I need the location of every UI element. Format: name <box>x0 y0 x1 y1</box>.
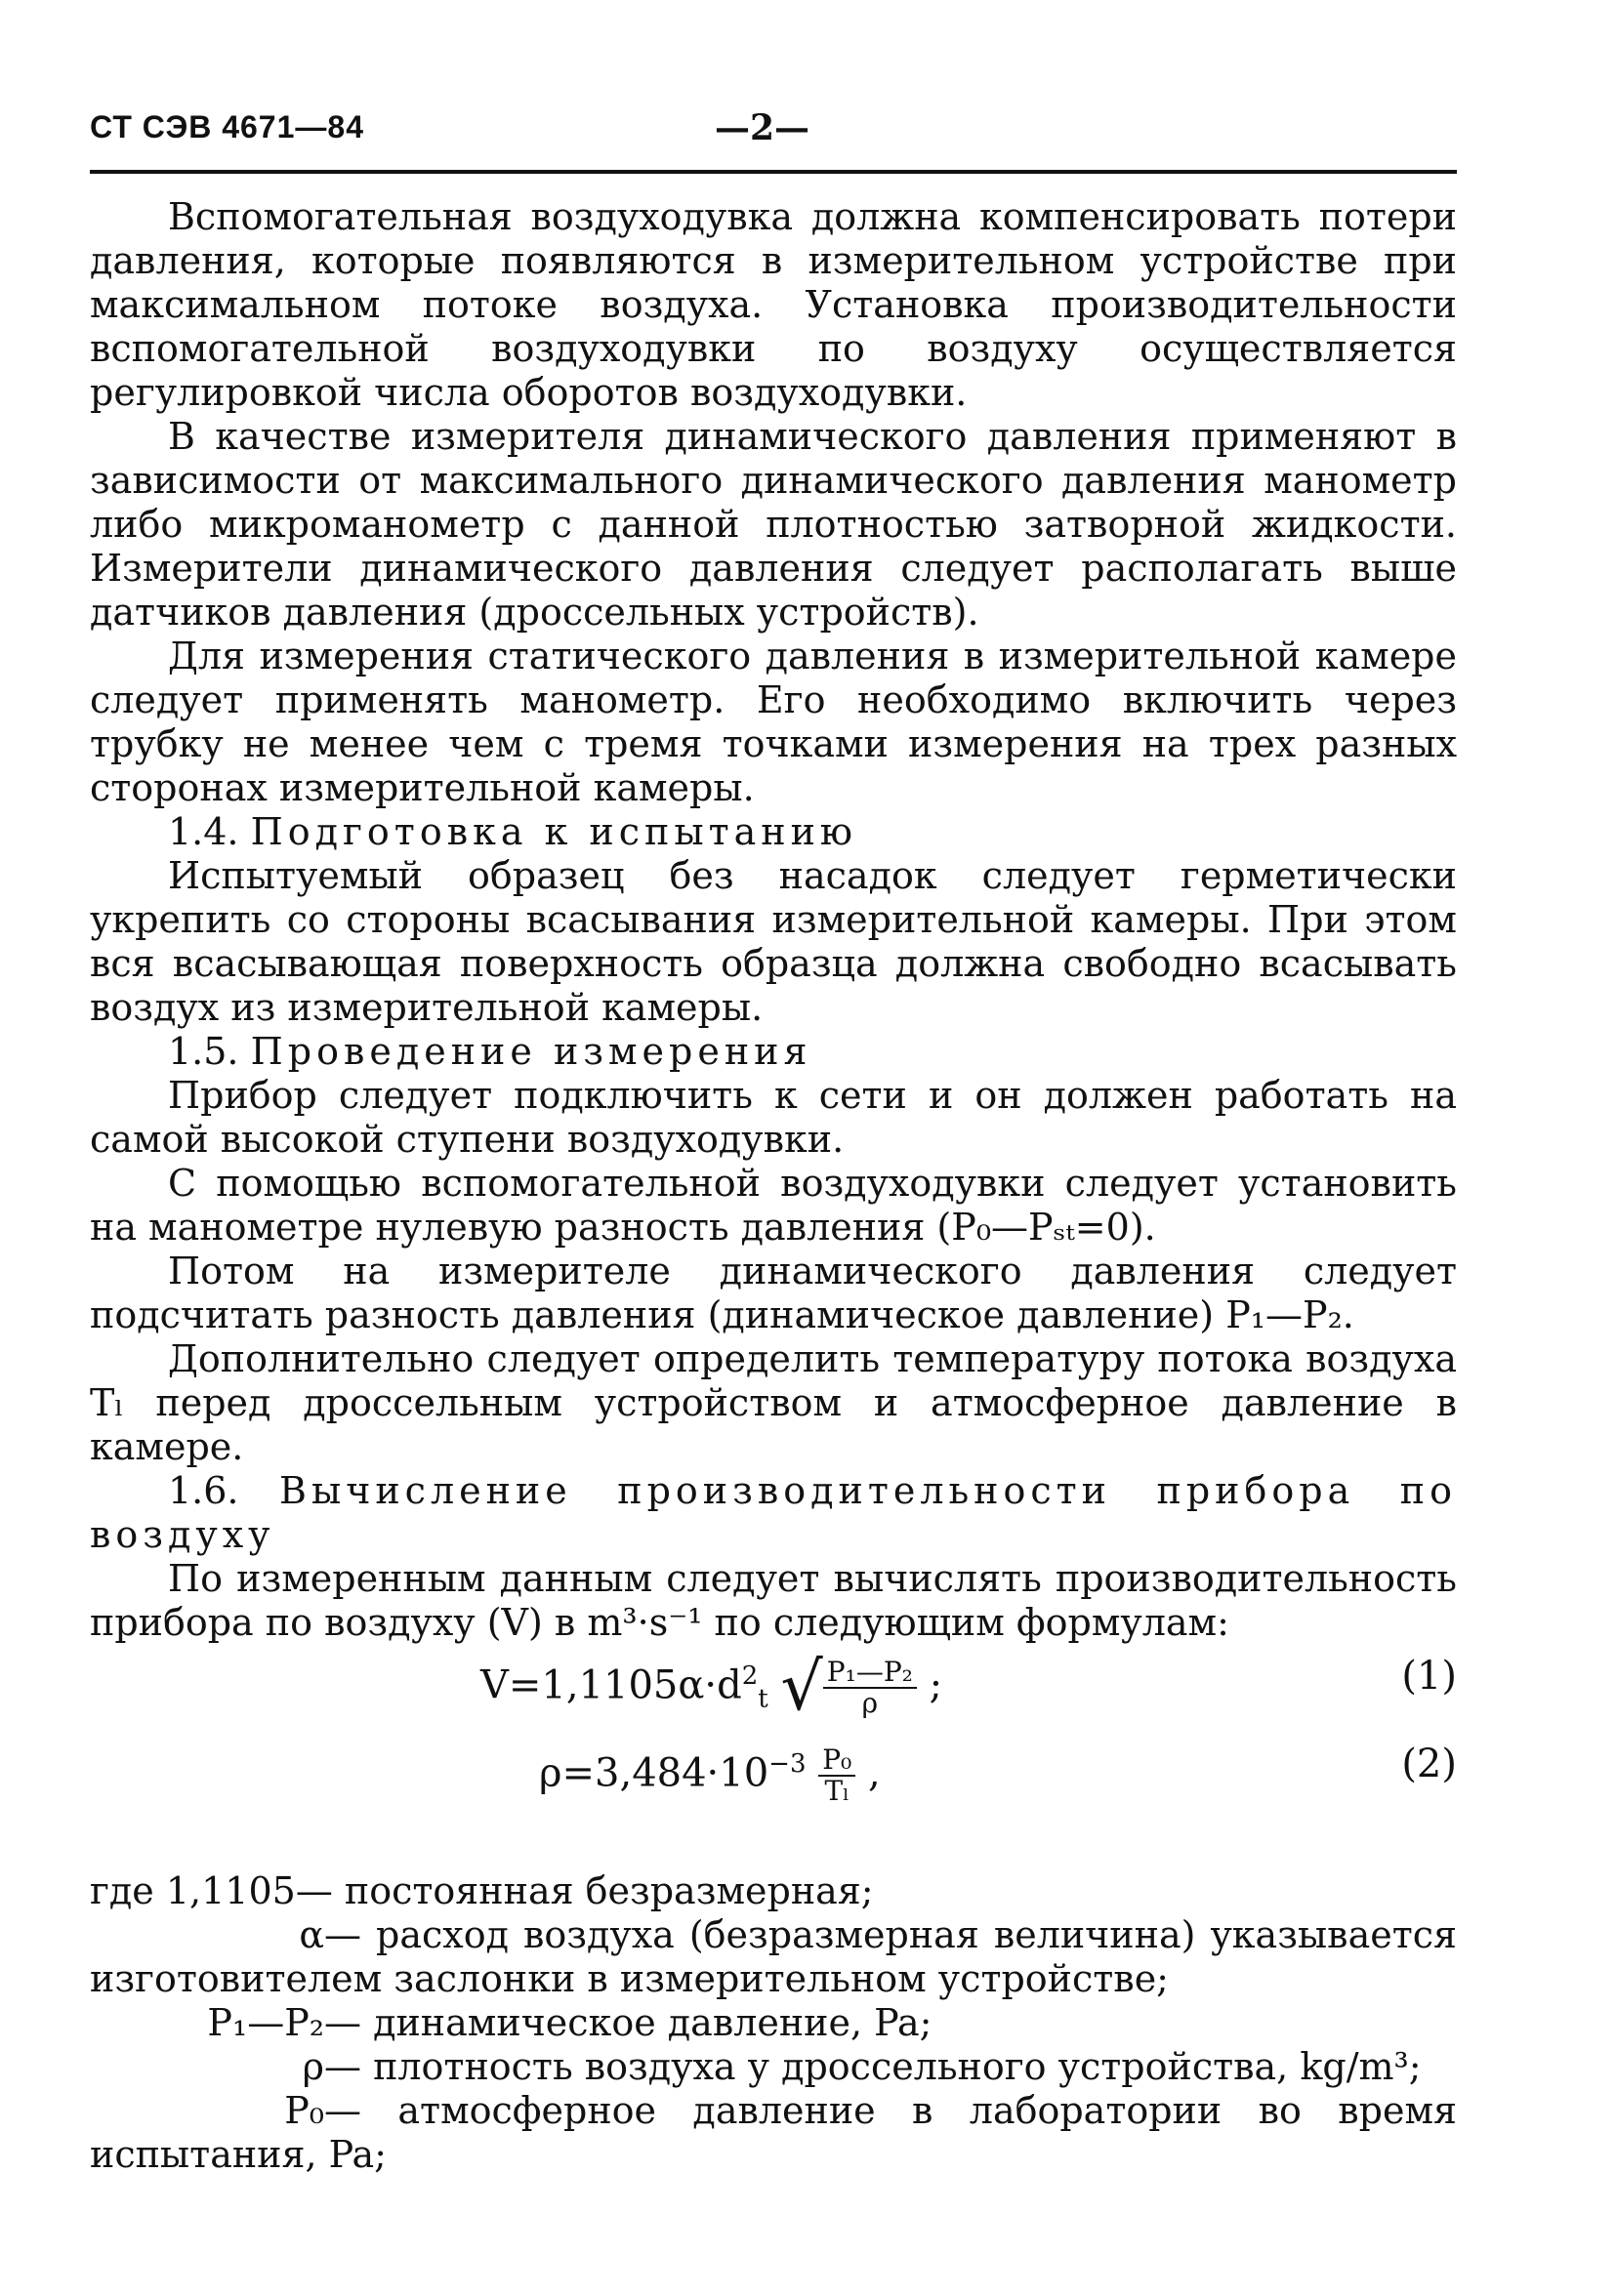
legend-term: где 1,1105 <box>90 1869 296 1912</box>
paragraph: Прибор следует подключить к сети и он должен работать на самой высокой ступени воздуходувки. <box>90 1074 1457 1161</box>
legend-desc: — постоянная безразмерная; <box>295 1869 874 1912</box>
legend-term: P₀ <box>284 2089 324 2132</box>
legend-item <box>90 1913 1457 2001</box>
section-heading-1-5 <box>90 1030 1457 1074</box>
page-number: —2— <box>715 107 810 148</box>
paragraph: Потом на измерителе динамического давления следует подсчитать разность давления (динамическое давление) P₁—P₂. <box>90 1250 1457 1336</box>
legend-term: P₁—P₂ <box>207 2001 324 2044</box>
legend-item <box>90 2045 1457 2089</box>
fraction: $\frac{\text{P₁—P₂}}{\rho}$ <box>823 1658 917 1718</box>
legend-item <box>90 1869 1457 1913</box>
document-body <box>90 195 1457 2177</box>
paragraph: Испытуемый образец без насадок следует герметически укрепить со стороны всасывания измерительной камеры. При этом вся всасывающая поверхность образца должна свободно всасывать воздух из измерительной камеры. <box>90 854 1457 1029</box>
paragraph: Дополнительно следует определить температуру потока воздуха Tₗ перед дроссельным устройством и атмосферное давление в камере. <box>90 1337 1457 1468</box>
legend-desc: — динамическое давление, Pa; <box>324 2001 932 2044</box>
legend-desc: — расход воздуха (безразмерная величина) указывается изготовителем заслонки в измерительном устройстве; <box>90 1913 1457 2000</box>
fraction: $\frac{\text{P₀}}{\text{Tₗ}}$ <box>818 1745 855 1806</box>
section-heading-1-4 <box>90 810 1457 854</box>
formula-1-expression: $V=1,1105\alpha\cdot d^2_t$ √ $\frac{\text{P₁—P₂}}{\rho}$ ; <box>480 1649 943 1727</box>
paragraph: По измеренным данным следует вычислять производительность прибора по воздуху (V) в m³·s⁻¹ по следующим формулам: <box>90 1557 1457 1644</box>
paragraph: Вспомогательная воздуходувка должна компенсировать потери давления, которые появляются в измерительном устройстве при максимальном потоке воздуха. Установка производительности вспомогательной воздуходувки по воздуху осуществляется регулировкой числа оборотов воздуходувки. <box>90 195 1457 414</box>
symbols-legend <box>90 1869 1457 2177</box>
sqrt-icon: √ <box>780 1649 823 1727</box>
section-number: 1.5. <box>168 1030 239 1073</box>
formula-number: (2) <box>1401 1742 1457 1786</box>
legend-item <box>90 2001 1457 2045</box>
paragraph: В качестве измерителя динамического давления применяют в зависимости от максимального динамического давления манометр либо микроманометр с данной плотностью затворной жидкости. Измерители динамического давления следует располагать выше датчиков давления (дроссельных устройств). <box>90 415 1457 634</box>
section-title: Проведение измерения <box>250 1030 812 1073</box>
section-heading-1-6 <box>90 1469 1457 1557</box>
legend-item <box>90 2089 1457 2177</box>
formula-2-expression: $\rho=3,484\cdot 10^{-3}$ $\frac{\text{P₀}}{\text{Tₗ}}$ , <box>539 1743 881 1808</box>
section-title: Вычисление производительности прибора по воздуху <box>90 1469 1457 1556</box>
formula-number: (1) <box>1401 1654 1457 1699</box>
legend-desc: — плотность воздуха у дроссельного устройства, kg/m³; <box>324 2045 1422 2088</box>
legend-term: ρ <box>302 2045 324 2088</box>
paragraph: С помощью вспомогательной воздуходувки следует установить на манометре нулевую разность давления (P₀—Pₛₜ=0). <box>90 1162 1457 1249</box>
section-number: 1.4. <box>168 810 239 853</box>
standard-code: СТ СЭВ 4671—84 <box>90 109 364 144</box>
section-title: Подготовка к испытанию <box>250 810 858 853</box>
section-number: 1.6. <box>168 1469 239 1512</box>
legend-term: α <box>299 1913 324 1956</box>
header-rule <box>90 170 1457 174</box>
legend-desc: — атмосферное давление в лаборатории во время испытания, Pa; <box>90 2089 1457 2176</box>
formula-1 <box>90 1645 1457 1733</box>
formula-2 <box>90 1733 1457 1821</box>
paragraph: Для измерения статического давления в измерительной камере следует применять манометр. Его необходимо включить через трубку не менее чем с тремя точками измерения на трех разных сторонах измерительной камеры. <box>90 635 1457 809</box>
page-header <box>90 98 1457 166</box>
document-page <box>90 98 1457 2176</box>
